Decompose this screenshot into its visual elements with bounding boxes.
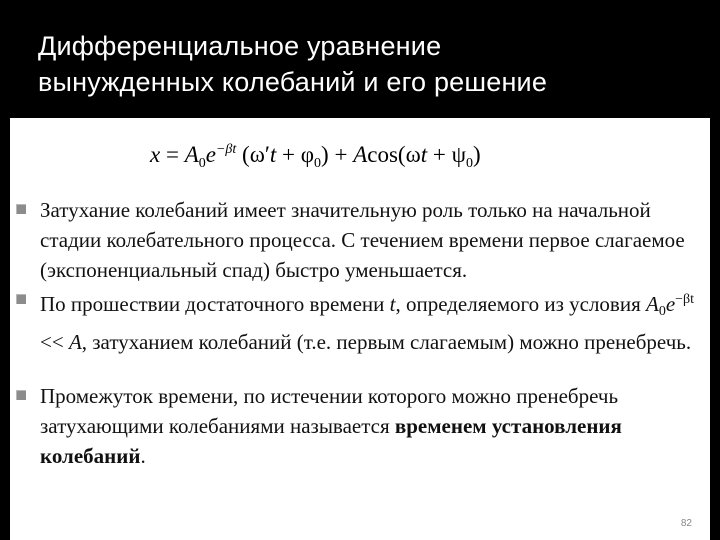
formula-x: x [150,142,161,167]
bullet-text-3 [40,384,622,468]
formula-cos: cos( [367,142,406,167]
formula-plus-3: + [432,142,446,167]
bullet-list [16,195,696,471]
bullet-2-var-t: t [389,292,396,316]
slide-title [38,28,698,100]
formula-paren-open: ( [242,142,250,167]
formula-amplitude: A [184,142,199,167]
bullet-item-3 [16,381,696,471]
formula-t1: t [269,142,277,167]
formula-phi-sub: 0 [314,156,322,171]
formula-psi: ψ [451,142,467,167]
solution-formula [150,142,481,172]
bullet-3-part-2: . [140,444,146,468]
bullet-3-bold-term: временем установления колебаний [40,414,622,468]
formula-psi-sub: 0 [466,156,474,171]
bullet-text-1: Затухание колебаний имеет значительную роль только на начальной стадии колебательного процесса. С течением времени первое слагаемое (экспоненциальный спад) быстро уменьшается. [40,198,685,282]
formula-t2: t [420,142,428,167]
slide-title-line-2: вынужденных колебаний и его решение [38,67,548,97]
bullet-3-part-1: Промежуток времени, по истечении которого можно пренебречь затухающими колебаниями называется [40,384,619,438]
page-number: 82 [680,518,692,529]
formula-paren-close: ) [321,142,329,167]
square-bullet-icon [16,294,26,304]
formula-equals: = [165,142,179,167]
formula-plus-2: + [334,142,348,167]
bullet-2-part-4: , затуханием колебаний (т.е. первым слагаемым) можно пренебречь. [81,330,692,354]
formula-plus-1: + [282,142,296,167]
bullet-2-var-a: A [68,330,82,354]
formula-close: ) [473,142,481,167]
bullet-2-part-3: << [40,330,69,354]
formula-exponent: −βt [215,142,237,157]
bullet-2-var-a0-sub: 0 [658,304,666,319]
square-bullet-icon [16,204,26,214]
bullet-2-exponent: −βt [675,292,695,307]
bullet-2-var-a0: A [646,292,659,316]
bullet-text-2 [40,292,694,354]
formula-e: e [205,142,216,167]
square-bullet-icon [16,390,26,400]
formula-phi: φ [300,142,315,167]
bullet-item-2 [16,285,696,357]
bullet-2-part-1: По прошествии достаточного времени [40,292,390,316]
slide-title-line-1: Дифференциальное уравнение [38,31,442,61]
formula-omega: ω [405,142,421,167]
bullet-2-part-2: , определяемого из условия [395,292,646,316]
formula-omega-prime: ω′ [249,142,270,167]
formula-a: A [353,142,368,167]
bullet-2-var-e: e [665,292,676,316]
formula-amplitude-sub: 0 [198,156,206,171]
bullet-item-1 [16,195,696,285]
